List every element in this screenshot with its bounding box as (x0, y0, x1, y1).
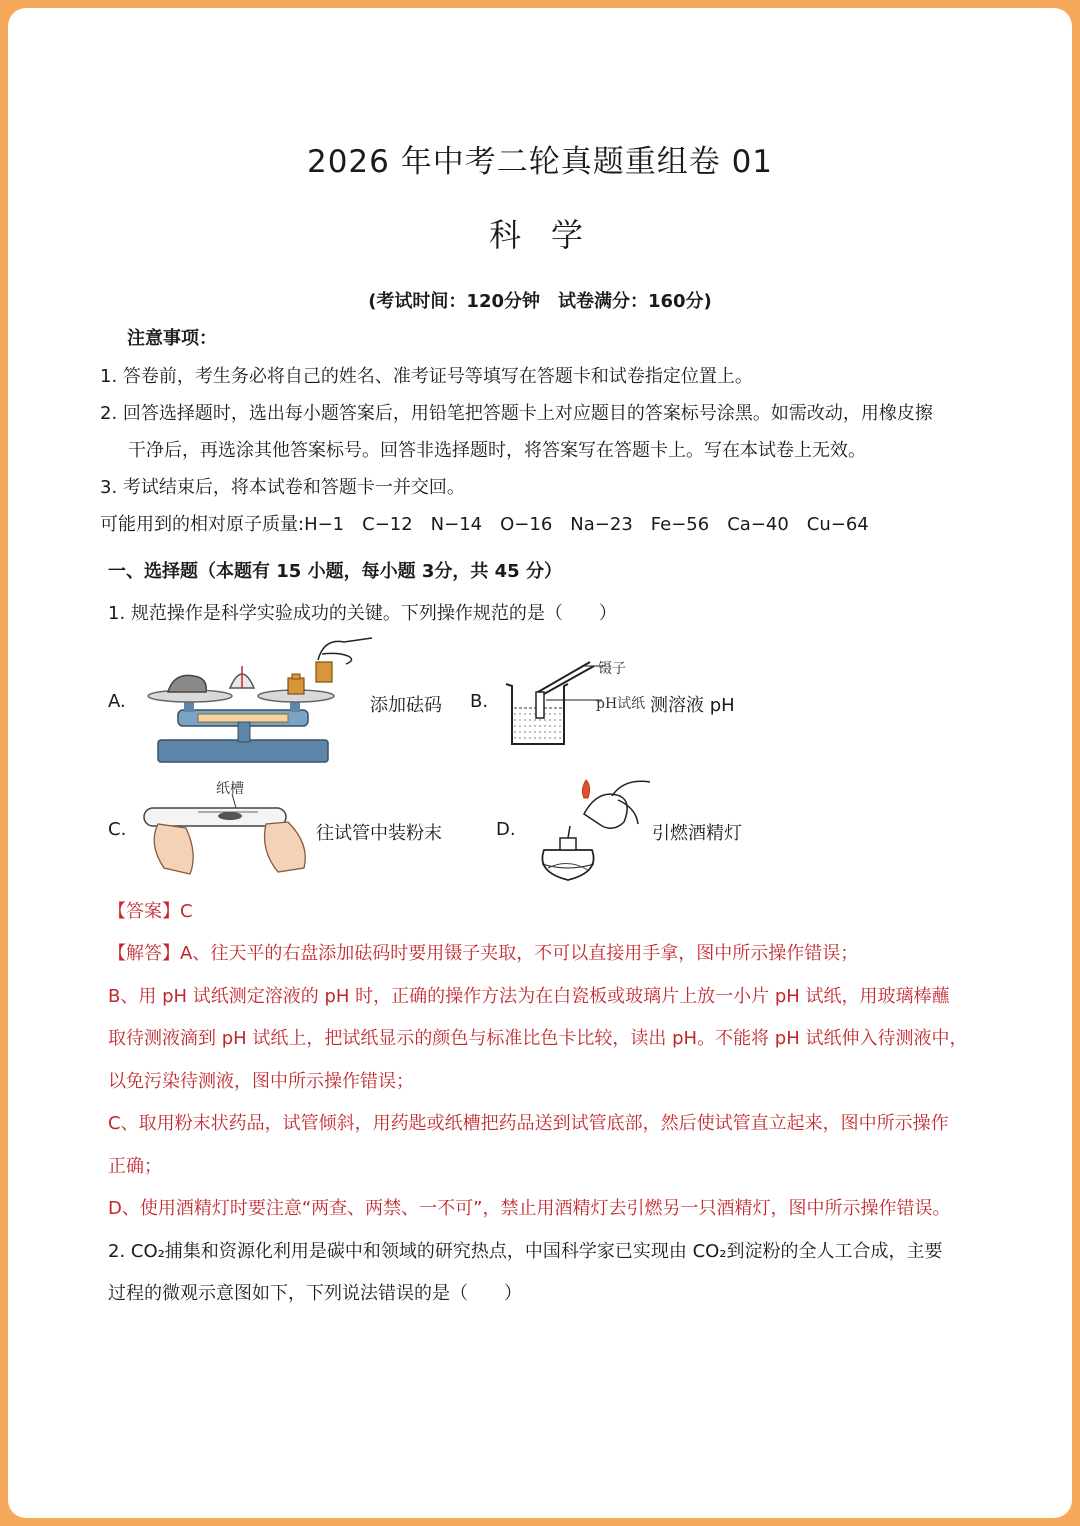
explanation-line: 取待测液滴到 pH 试纸上，把试纸显示的颜色与标准比色卡比较，读出 pH。不能将 pH 试纸伸入待测液中， (108, 1028, 968, 1049)
exam-title: 2026 年中考二轮真题重组卷 01 (306, 144, 774, 180)
option-a-text: 添加砝码 (370, 695, 442, 716)
notice-item: 1. 答卷前，考生务必将自己的姓名、准考证号等填写在答题卡和试卷指定位置上。 (100, 366, 753, 387)
option-b-text: 测溶液 pH (650, 695, 735, 716)
option-c-text: 往试管中装粉末 (316, 823, 442, 844)
paper-trough-label: 纸槽 (216, 781, 244, 797)
notice-item: 干净后，再选涂其他答案标号。回答非选择题时，将答案写在答题卡上。写在本试卷上无效。 (128, 440, 866, 461)
answer-label: 【答案】C (108, 901, 193, 922)
option-a-letter: A. (108, 691, 126, 712)
explanation-line: D、使用酒精灯时要注意“两查、两禁、一不可”，禁止用酒精灯去引燃另一只酒精灯，图中所示操作错误。 (108, 1198, 951, 1219)
option-d-letter: D. (496, 819, 516, 840)
question-1-stem: 1. 规范操作是科学实验成功的关键。下列操作规范的是（ ） (108, 603, 617, 624)
exam-page (8, 8, 1072, 1518)
section-heading: 一、选择题（本题有 15 小题，每小题 3分，共 45 分） (108, 561, 562, 582)
explanation-line: C、取用粉末状药品，试管倾斜，用药匙或纸槽把药品送到试管底部，然后使试管直立起来，图中所示操作 (108, 1113, 949, 1134)
explanation-line: 【解答】A、往天平的右盘添加砝码时要用镊子夹取，不可以直接用手拿，图中所示操作错误； (108, 943, 859, 964)
subject-title: 科学 (488, 216, 613, 254)
exam-info: (考试时间：120分钟 试卷满分：160分) (368, 291, 712, 312)
explanation-line: 以免污染待测液，图中所示操作错误； (108, 1071, 414, 1092)
notice-heading: 注意事项： (127, 328, 217, 349)
atomic-mass-line: 可能用到的相对原子质量:H−1 C−12 N−14 O−16 Na−23 Fe−56 Ca−40 Cu−64 (100, 514, 869, 535)
balance-illustration (138, 630, 373, 770)
notice-item: 3. 考试结束后，将本试卷和答题卡一并交回。 (100, 477, 465, 498)
alcohol-lamp-illustration (528, 768, 658, 886)
question-2-stem: 2. CO₂捕集和资源化利用是碳中和领域的研究热点，中国科学家已实现由 CO₂到淀粉的全人工合成，主要 (108, 1241, 943, 1262)
option-c-letter: C. (108, 819, 127, 840)
option-d-text: 引燃酒精灯 (652, 823, 742, 844)
test-tube-powder-illustration (138, 794, 313, 876)
explanation-line: B、用 pH 试纸测定溶液的 pH 时，正确的操作方法为在白瓷板或玻璃片上放一小片 pH 试纸，用玻璃棒蘸 (108, 986, 950, 1007)
ph-paper-label: pH试纸 (596, 696, 646, 712)
question-2-stem: 过程的微观示意图如下，下列说法错误的是（ ） (108, 1283, 522, 1304)
tweezers-label: 镊子 (598, 661, 626, 677)
explanation-line: 正确； (108, 1156, 162, 1177)
notice-item: 2. 回答选择题时，选出每小题答案后，用铅笔把答题卡上对应题目的答案标号涂黑。如需改动，用橡皮擦 (100, 403, 933, 424)
option-b-letter: B. (470, 691, 489, 712)
